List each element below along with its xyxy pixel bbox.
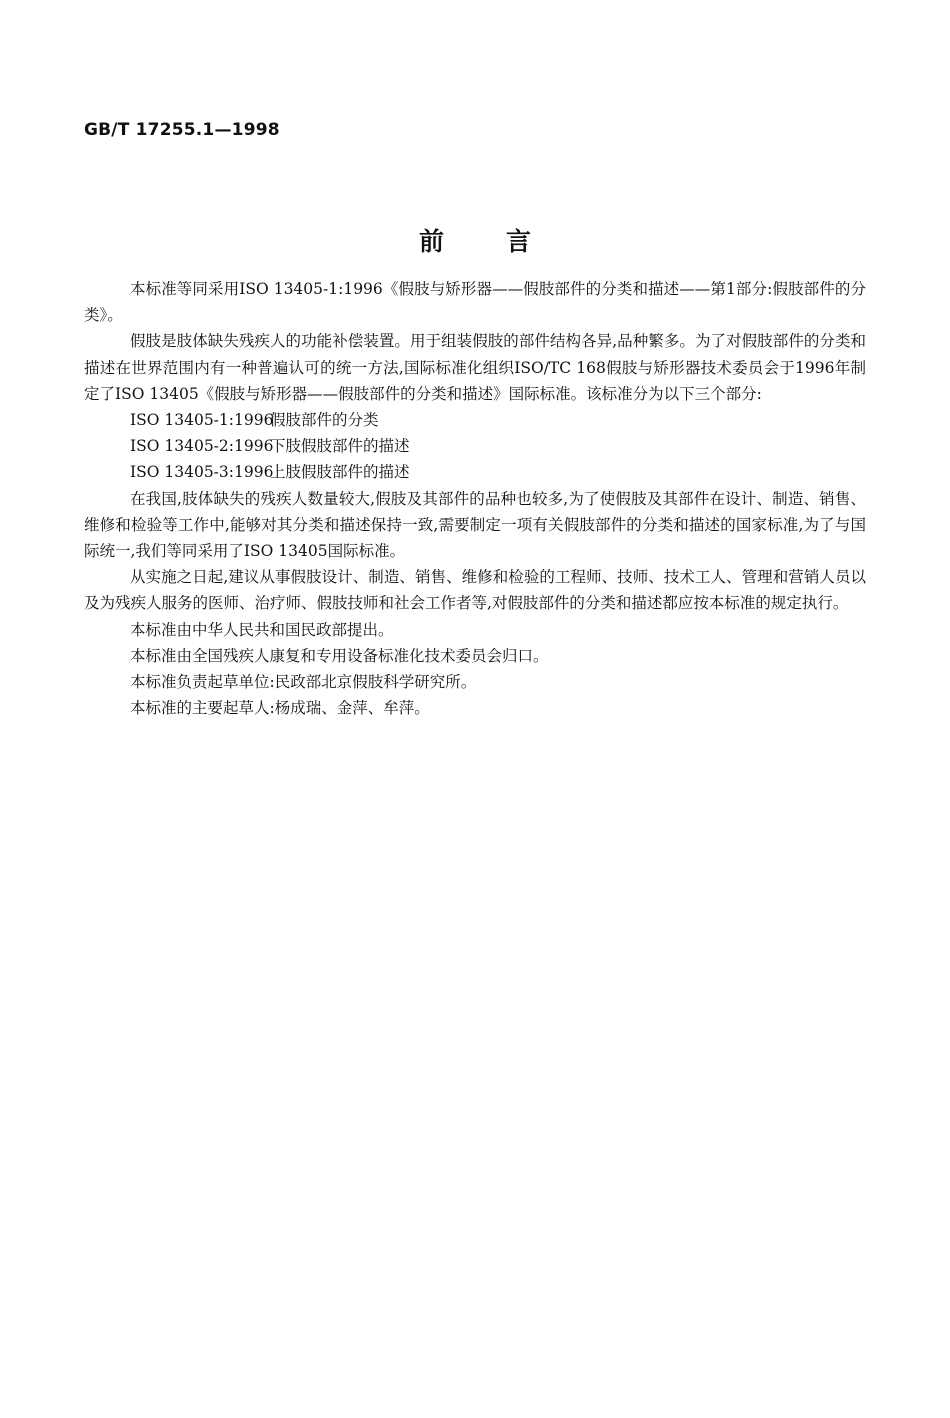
page-title: 前言 (418, 227, 593, 256)
foreword-body (84, 276, 866, 721)
paragraph-drafters: 本标准的主要起草人:杨成瑞、金萍、牟萍。 (130, 699, 430, 718)
paragraph-committee: 本标准由全国残疾人康复和专用设备标准化技术委员会归口。 (130, 646, 549, 665)
paragraph-background: 假肢是肢体缺失残疾人的功能补偿装置。用于组装假肢的部件结构各异,品种繁多。为了对假肢部件的分类和描述在世界范围内有一种普遍认可的统一方法,国际标准化组织ISO/TC 168假肢与矫形器技术委员会于1996年制定了ISO 13405《假肢与矫形器——假肢部件的分类和描述》国际标准。该标准分为以下三个部分: (84, 332, 866, 403)
part-name: 下肢假肢部件的描述 (270, 437, 410, 456)
part-code: ISO 13405-1:1996 (130, 411, 274, 430)
standard-code: GB/T 17255.1—1998 (84, 120, 280, 140)
paragraph-national-need: 在我国,肢体缺失的残疾人数量较大,假肢及其部件的品种也较多,为了使假肢及其部件在设计、制造、销售、维修和检验等工作中,能够对其分类和描述保持一致,需要制定一项有关假肢部件的分类和描述的国家标准,为了与国际统一,我们等同采用了ISO 13405国际标准。 (84, 489, 866, 561)
list-item (84, 433, 866, 459)
list-item (84, 459, 866, 485)
paragraph-drafting-unit: 本标准负责起草单位:民政部北京假肢科学研究所。 (130, 673, 477, 692)
paragraph-adoption: 本标准等同采用ISO 13405-1:1996《假肢与矫形器——假肢部件的分类和描述——第1部分:假肢部件的分类》。 (84, 280, 866, 325)
paragraph-proposer: 本标准由中华人民共和国民政部提出。 (130, 620, 394, 639)
part-code: ISO 13405-2:1996 (130, 437, 274, 456)
list-item (84, 407, 866, 433)
part-name: 假肢部件的分类 (270, 411, 379, 430)
part-name: 上肢假肢部件的描述 (270, 463, 410, 482)
paragraph-implementation: 从实施之日起,建议从事假肢设计、制造、销售、维修和检验的工程师、技师、技术工人、管理和营销人员以及为残疾人服务的医师、治疗师、假肢技师和社会工作者等,对假肢部件的分类和描述都应按本标准的规定执行。 (84, 568, 866, 613)
parts-list (84, 407, 866, 486)
part-code: ISO 13405-3:1996 (130, 463, 274, 482)
